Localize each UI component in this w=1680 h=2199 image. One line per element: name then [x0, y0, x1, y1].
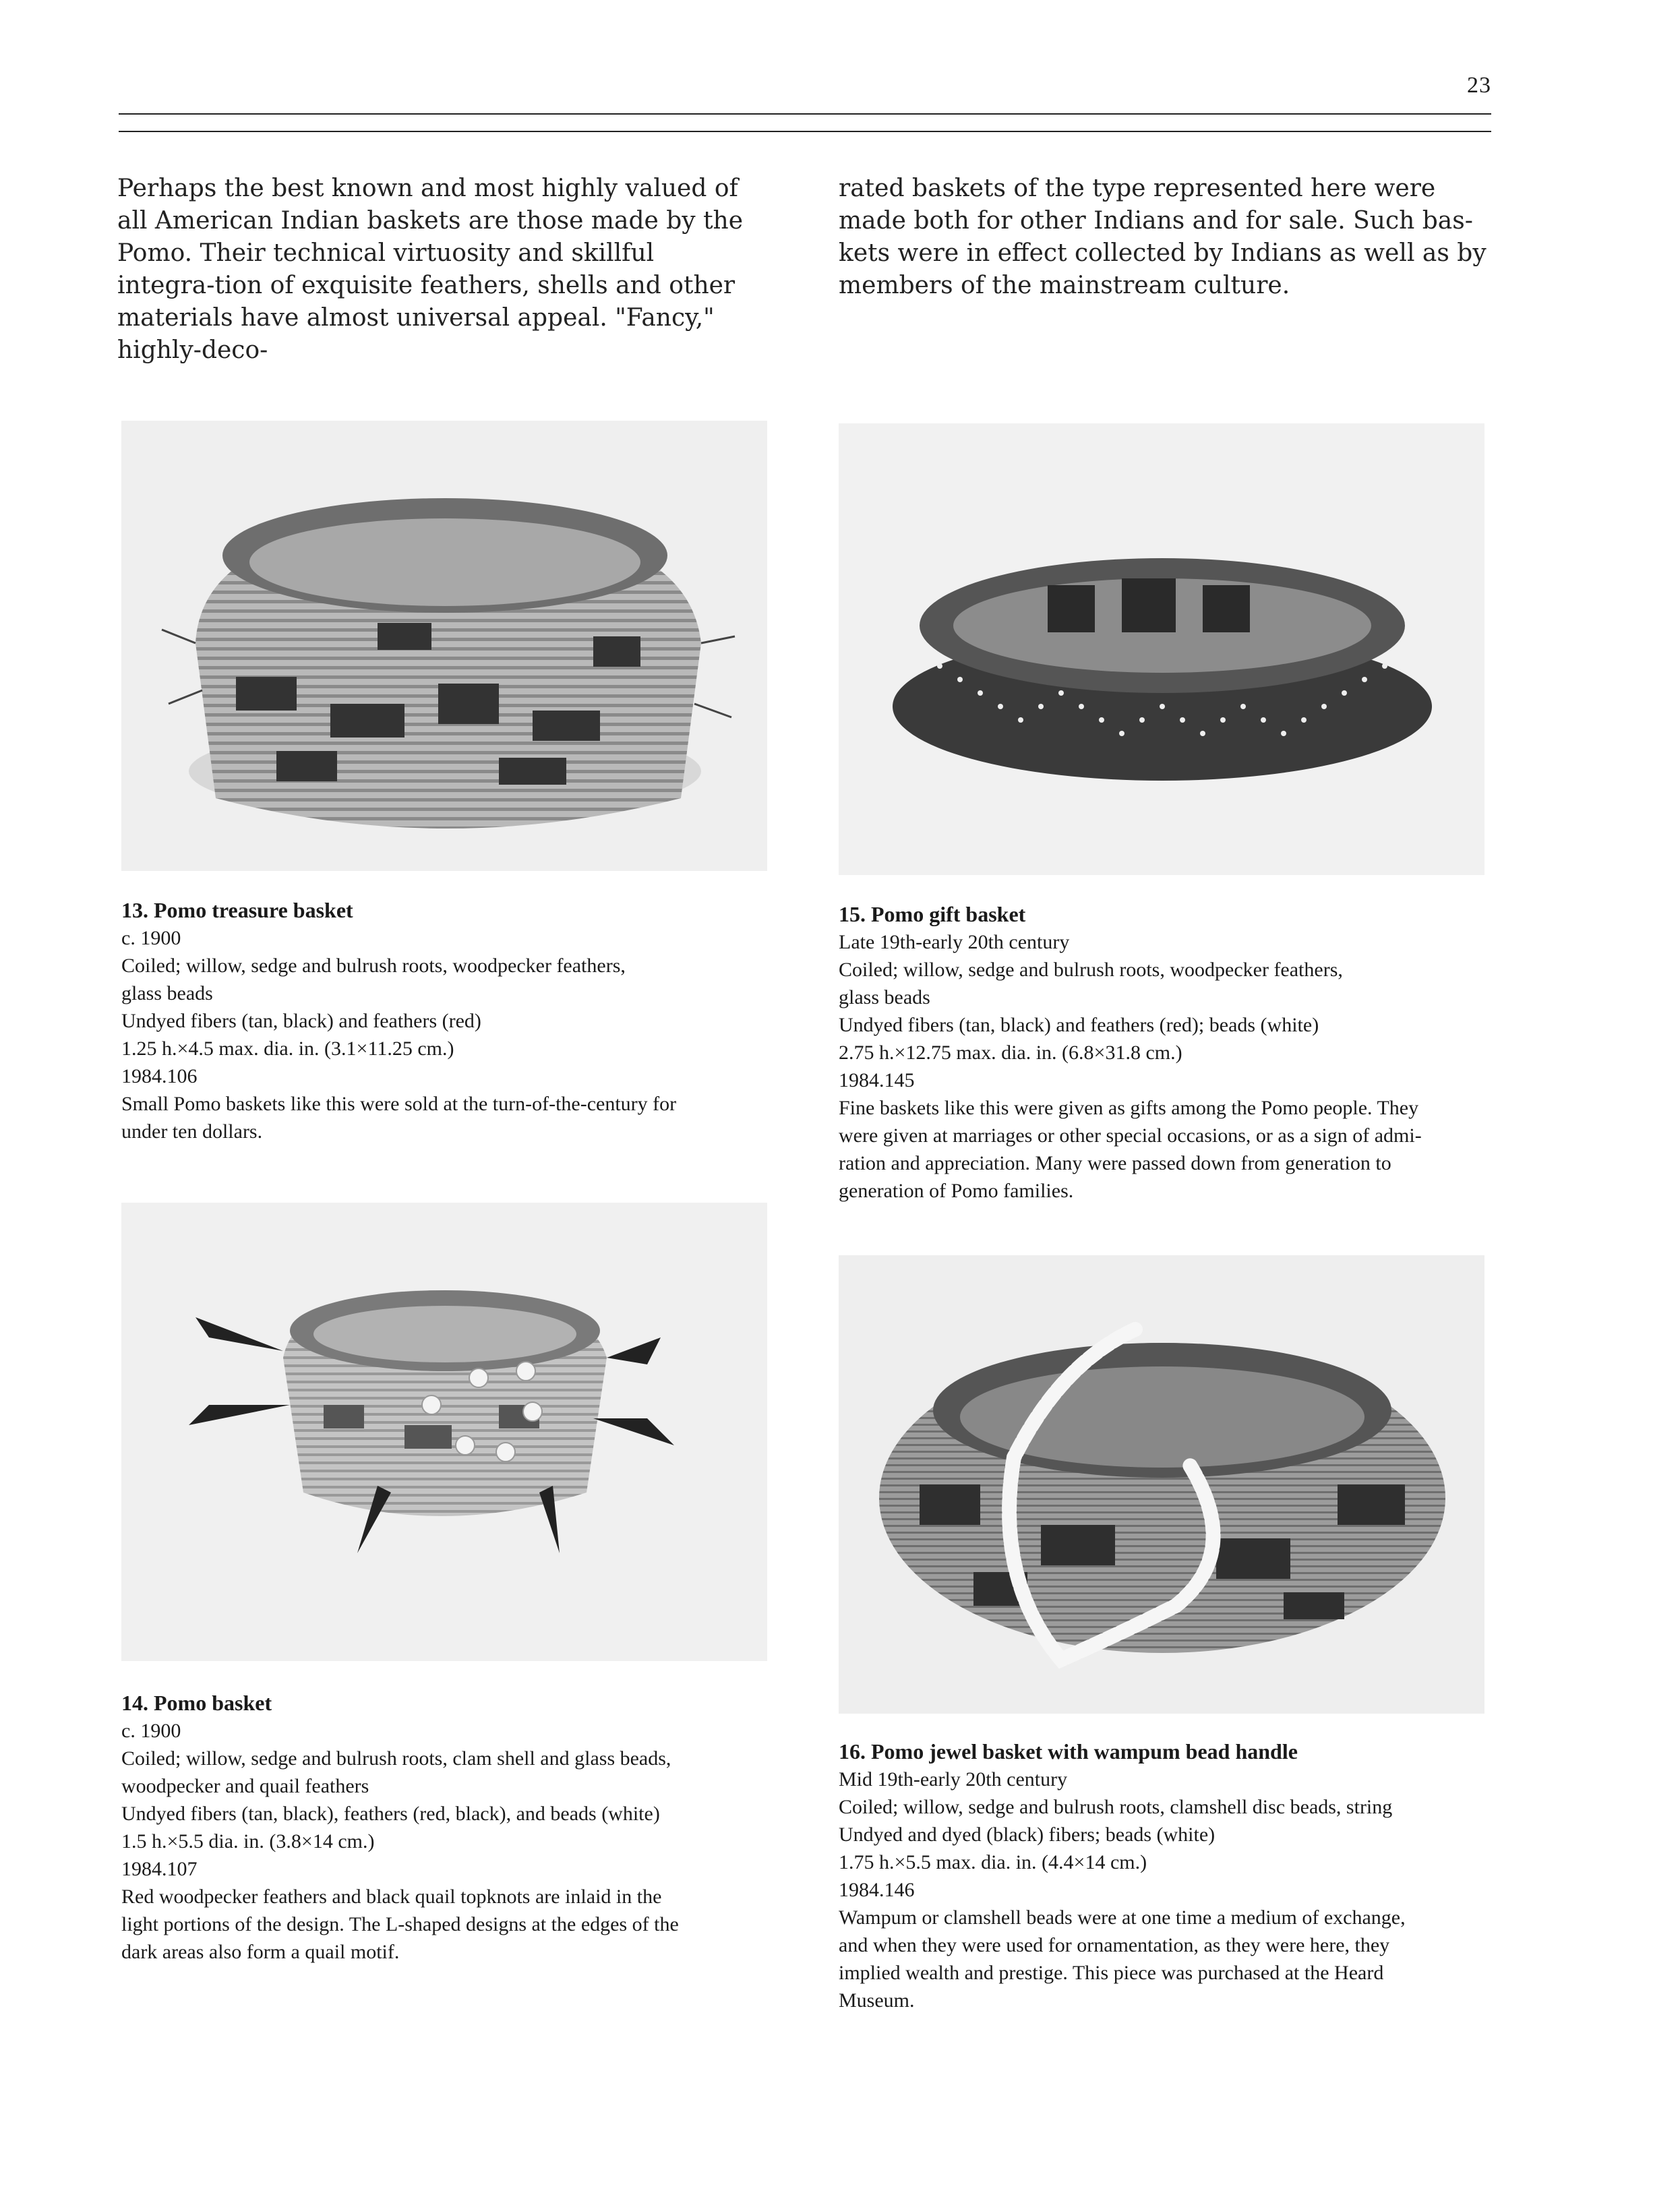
- header-rule-bottom: [119, 131, 1491, 132]
- item-materials: Coiled; willow, sedge and bulrush roots, woodpecker feathers, glass beads: [121, 955, 626, 1004]
- item-materials: Coiled; willow, sedge and bulrush roots, clamshell disc beads, string: [839, 1796, 1393, 1818]
- item-colors: Undyed fibers (tan, black) and feathers (red); beads (white): [839, 1014, 1319, 1036]
- photo-pomo-treasure-basket: [121, 421, 767, 871]
- intro-text-left: Perhaps the best known and most highly valued of all American Indian baskets are those made by the Pomo. Their technical virtuosity and skillful integra-tion of exquisite feathers, shells and other materials have almost universal appeal. "Fancy," highly-deco-: [117, 175, 744, 364]
- photo-pomo-gift-basket: [839, 423, 1484, 875]
- caption-item-16: [839, 1738, 1486, 2014]
- item-date: c. 1900: [121, 927, 181, 949]
- item-date: Mid 19th-early 20th century: [839, 1768, 1068, 1790]
- item-title: 16. Pomo jewel basket with wampum bead handle: [839, 1739, 1298, 1764]
- item-title: 13. Pomo treasure basket: [121, 898, 353, 922]
- item-dimensions: 1.5 h.×5.5 dia. in. (3.8×14 cm.): [121, 1830, 375, 1852]
- item-colors: Undyed and dyed (black) fibers; beads (white): [839, 1824, 1216, 1846]
- item-accession: 1984.146: [839, 1879, 915, 1901]
- item-materials: Coiled; willow, sedge and bulrush roots, clam shell and glass beads, woodpecker and quail feathers: [121, 1747, 671, 1797]
- item-description: Small Pomo baskets like this were sold at the turn-of-the-century for under ten dollars.: [121, 1093, 677, 1143]
- item-materials: Coiled; willow, sedge and bulrush roots, woodpecker feathers, glass beads: [839, 959, 1343, 1008]
- page-number: 23: [1467, 73, 1491, 98]
- header-rule-top: [119, 113, 1491, 115]
- item-colors: Undyed fibers (tan, black), feathers (red, black), and beads (white): [121, 1803, 660, 1825]
- intro-text-right: rated baskets of the type represented here were made both for other Indians and for sale. Such bas-kets were in effect collected by Indians as well as by members of the mainstream culture.: [839, 175, 1487, 299]
- item-title: 14. Pomo basket: [121, 1691, 272, 1715]
- item-accession: 1984.107: [121, 1858, 198, 1880]
- item-dimensions: 2.75 h.×12.75 max. dia. in. (6.8×31.8 cm.): [839, 1042, 1182, 1064]
- item-colors: Undyed fibers (tan, black) and feathers (red): [121, 1010, 481, 1032]
- item-dimensions: 1.25 h.×4.5 max. dia. in. (3.1×11.25 cm.): [121, 1037, 454, 1060]
- item-description: Fine baskets like this were given as gifts among the Pomo people. They were given at marriages or other special occasions, or as a sign of admi- ration and appreciation. Many were passed down from generation to generation of Pomo families.: [839, 1097, 1422, 1202]
- item-description: Red woodpecker feathers and black quail topknots are inlaid in the light portions of the design. The L-shaped designs at the edges of the dark areas also form a quail motif.: [121, 1886, 679, 1963]
- item-accession: 1984.106: [121, 1065, 198, 1087]
- caption-item-13: [121, 897, 769, 1145]
- item-description: Wampum or clamshell beads were at one time a medium of exchange, and when they were used for ornamentation, as they were here, they implied wealth and prestige. This piece was purchased at the Heard Museum.: [839, 1906, 1406, 2012]
- item-title: 15. Pomo gift basket: [839, 902, 1026, 926]
- item-date: Late 19th-early 20th century: [839, 931, 1070, 953]
- item-date: c. 1900: [121, 1720, 181, 1742]
- photo-pomo-jewel-basket: [839, 1255, 1484, 1714]
- caption-item-15: [839, 901, 1486, 1205]
- photo-pomo-basket: [121, 1203, 767, 1661]
- item-accession: 1984.145: [839, 1069, 915, 1091]
- item-dimensions: 1.75 h.×5.5 max. dia. in. (4.4×14 cm.): [839, 1851, 1147, 1873]
- caption-item-14: [121, 1689, 769, 1966]
